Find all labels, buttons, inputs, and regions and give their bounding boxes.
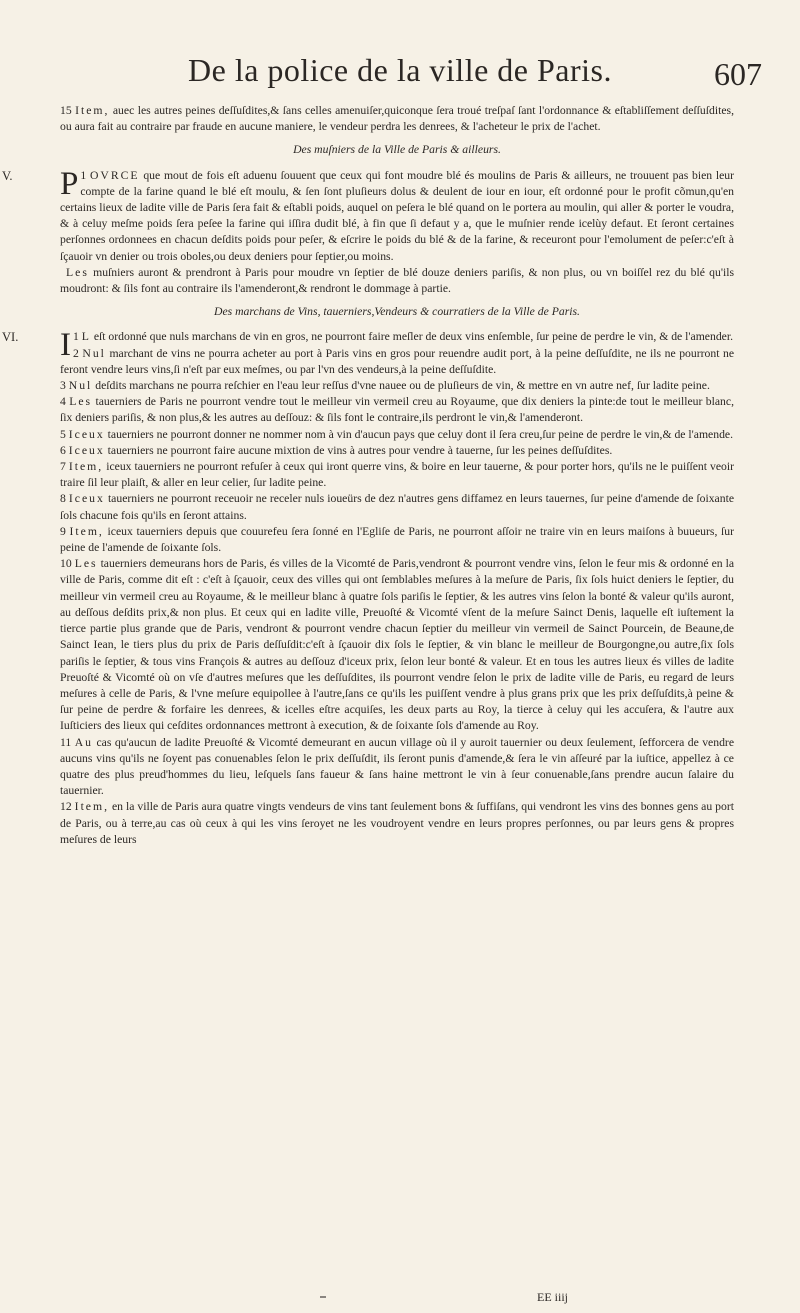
page-header (0, 50, 800, 100)
paragraph-text: tauerniers ne pourront donner ne nommer nom à vin d'aucun pays que celuy dont il ſera creu,ſur peine de perdre le vin,& de l'amende. (107, 427, 734, 441)
lead-word: L (81, 330, 91, 344)
article-number: 7 (60, 460, 66, 474)
paragraph-text: tauerniers ne pourront receuoir ne receler nuls ioueürs de dez n'autres gens diffamez en leurs tauernes, ſur peine d'amende de ſoixante ſols chacune fois qu'ils en ſeront attains. (60, 492, 735, 522)
paragraph-text: auec les autres peines deſſuſdites,& ſans celles amenuiſer,quiconque ſera troué treſpaſ ſant l'ordonnance & eſtabliſſement deſſuſdites, ou aura fait au contraire par fraude en aucune maniere, le vendeur perdra les denrees, & l'acheteur le prix de l'achet. (60, 104, 734, 134)
paragraph-text: cas qu'aucun de ladite Preuoſté & Vicomté demeurant en aucun village où il y auroit tauernier ou deux ſeulement, ſefforcera de vendre aucuns vins qu'ils ne ſoyent pas conuenables ſelon le prix deſſuſdit, ils ſeront punis d'amende,& ſera le vin aſſeuré par la iuſtice, appellez à ce quatre des plus preud'hommes du lieu, leſquels ſans faueur & ſans haine mettront le vin à ſeur conuenable,ſans prendre aucun ſalaire du tauernier. (60, 735, 735, 798)
lead-word: Iceux (68, 443, 105, 457)
article-number: 15 (60, 104, 72, 117)
lead-word: Les (69, 395, 93, 409)
paragraph-text: iceux tauerniers ne pourront refuſer à ceux qui iront querre vins, & boire en leur tauerne, & pour porter hors, qu'ils ne le puiſſent veoir traire ſil leur plaiſt, & aller en leur celier, ſur ladite peine. (60, 460, 734, 490)
article-number: 5 (60, 427, 66, 441)
paragraph (60, 491, 734, 523)
paragraph (60, 735, 734, 800)
section-heading: Des muſniers de la Ville de Paris & ailleurs. (293, 143, 501, 157)
article-number: 4 (60, 395, 66, 409)
marginal-number: V. (2, 168, 13, 183)
drop-cap: P (60, 165, 79, 202)
paragraph (60, 459, 734, 491)
article-number: 8 (60, 492, 66, 506)
body-text (2, 103, 735, 848)
lead-word: Nul (82, 346, 106, 360)
article-number: 1 (73, 330, 79, 344)
paragraph-text: tauerniers de Paris ne pourront vendre tout le meilleur vin vermeil creu au Royaume, que dix deniers la pinte:de tout le meilleur blanc, ſix deniers pariſis, & non plus,& les autres au deſſouz: & ſils font le contraire,ils perdront le vin,& l'amenderont. (60, 395, 735, 425)
lead-word: OVRCE (89, 168, 140, 182)
paragraph (60, 346, 734, 378)
paragraph (60, 103, 734, 135)
lead-word: Item, (68, 460, 104, 474)
page-number: 607 (714, 56, 762, 92)
article-number: 12 (60, 800, 72, 814)
paragraph-text: deſdits marchans ne pourra reſchier en l'eau leur reſſus d'vne nauee ou de pluſieurs de vin, & mettre en vn autre nef, ſur ladite peine. (95, 379, 710, 393)
drop-cap: I (60, 327, 71, 364)
signature-mark: EE iiij (537, 1290, 568, 1304)
paragraph (60, 799, 734, 848)
paragraph-text: que mout de fois eſt aduenu ſouuent que ceux qui font moudre blé és moulins de Paris & ailleurs, ne trouuent pas bien leur compte de la farine quand le blé eſt moulu, & ſen ſont pluſieurs dolus & deulent de iour en iour, eſt ordonné pour le profit cõmun,qu'en certains lieux de ladite ville de Paris ſera fait & eſtabli poids, auquel on peſera le blé quand on le portera au moulin, qui aller & porter le voudra, & à celuy meſme poids ſera peſee la farine qui iſſira dudit blé, à fin que ſi defaut y a, que le muſnier rende icelùy defaut. Et ſeront certaines perſonnes ordonnees en chacun deſdits poids pour peſer, & eſcrire le poids du blé & de la farine, & receuront pour l'emolument de peſer:c'eſt à ſçauoir vn denier ou trois oboles,ou deux deniers pour ſeptier,ou moins. (60, 168, 735, 263)
lead-word: Iceux (68, 492, 105, 506)
paragraph-text: en la ville de Paris aura quatre vingts vendeurs de vins tant ſeulement bons & ſuffiſans, qui vendront les vins des bonnes gens au port de Paris, ou à terre,au cas où ceux à qui les vins ſeroyet ne les voudroyent vendre en leurs propres perſonnes, ou par leurs gens & propres meſures de leurs (60, 800, 735, 846)
lead-word: Item, (75, 104, 110, 117)
lead-word: Au (74, 735, 94, 749)
paragraph (60, 443, 734, 459)
article-number: 6 (60, 443, 66, 457)
paragraph (60, 556, 734, 734)
lead-word: Les (74, 557, 98, 571)
article-number: 1 (80, 168, 87, 182)
section-heading: Des marchans de Vins, tauerniers,Vendeurs & courratiers de la Ville de Paris. (214, 305, 580, 319)
paragraph (60, 265, 734, 297)
paragraph-text: iceux tauerniers depuis que couurefeu ſera ſonné en l'Egliſe de Paris, ne pourront aſſoir ne traire vin en leurs maiſons à buueurs, ſur peine de l'amende de ſoixante ſols. (60, 524, 735, 555)
paragraph-text: muſniers auront & prendront à Paris pour moudre vn ſeptier de blé douze deniers pariſis, & non plus, ou vn boiſſel rez du blé qu'ils moudront: & ſils font au contraire ils l'amenderont,& rendront le dommage à partie. (60, 265, 734, 296)
paragraph (60, 378, 734, 394)
lead-word: Item, (69, 524, 104, 538)
paragraph (60, 524, 734, 556)
article-number: 9 (60, 524, 66, 538)
section-muniers (2, 142, 735, 297)
paragraph-text: tauerniers demeurans hors de Paris, és villes de la Vicomté de Paris,vendront & pourront vendre vins, ſelon le feur mis & ordonné en la ville de Paris, comme dit eſt : c'eſt à ſçauoir, ceux des villes qui ont ſemblables meſures à la meſure de Paris, ſix ſols huict deniers le ſeptier, du meilleur vin vermeil creu au Royaume, & le meilleur blanc à quatre ſols pariſis le ſeptier, & les autres vins ſelon la bonté & valeur qu'ils auront, au deſſous deſdits prix,& non plus. Et ceux qui en ladite ville, Preuoſté & Vicomté vſent de la meſure Sainct Denis, laquelle eſt iuſtement la tierce partie plus grande que de Paris, vendront & pourront vendre chacun ſeptier du meilleur vin vermeil de Sainct Pourcein, de Beaune,de Sainct Iean, le tiers plus du prix de Paris deſſuſdit:c'eſt à ſçauoir dix ſols le ſeptier, & vin blanc le meilleur de Bourgongne,ou autre,ſix ſols pariſis le ſeptier, & tous vins François & autres au deſſouz d'iceux prix, ſelon leur bonté & valeur. Et en tous les autres lieux és villes de ladite Preuoſté & Vicomté où on vſe d'autres meſures que les deſſuſdites, ils pourront vendre ſelon le prix de ladite ville de Paris, eu regard de leurs meſures à celle de Paris, & l'vne meſure equipollee à l'autre,ſans ce qu'ils les puiſſent vendre à plus grans prix que les prix deſſuſdits,à peine & ſur peine de perdre & forfaire les denrees, & icelles eſtre acquiſes, les deux parts au Roy, la tierce à celuy qui les accuſera, & l'autre aux Iuſticiers des lieux qui ceſdites ordonnances mettront à execution, & de ſoixante ſols d'amende au Roy. (60, 557, 735, 733)
marginal-number: VI. (2, 330, 19, 345)
paragraph-text: marchant de vins ne pourra acheter au port à Paris vins en gros pour reuendre audit port, à la peine deſſuſdite, ne ils ne pourront ne feront vendre leurs vins,ſi n'eſt par eux meſmes, ou par l'vn des vendeurs,à la peine deſſuſdite. (60, 346, 735, 376)
article-number: 10 (60, 557, 72, 571)
running-title: De la police de la ville de Paris. (188, 52, 612, 88)
article-number: 2 (73, 346, 79, 360)
lead-word: Iceux (68, 427, 105, 441)
ink-mark (320, 1296, 326, 1298)
paragraph (60, 394, 734, 426)
lead-word: Les (66, 265, 89, 279)
article-number: 3 (60, 379, 66, 393)
article-number: 11 (60, 735, 72, 749)
lead-word: Item, (74, 800, 110, 814)
paragraph (60, 427, 734, 443)
paragraph (60, 165, 735, 265)
paragraph-text: eſt ordonné que nuls marchans de vin en gros, ne pourront faire meſler de deux vins enſemble, ſur peine de perdre le vin, & de l'amender. (93, 330, 734, 344)
lead-word: Nul (68, 379, 93, 393)
section-marchans-de-vins (2, 304, 735, 848)
paragraph-text: tauerniers ne pourront faire aucune mixtion de vins à autres pour vendre à tauerne, ſur les peines deſſuſdites. (107, 443, 613, 457)
